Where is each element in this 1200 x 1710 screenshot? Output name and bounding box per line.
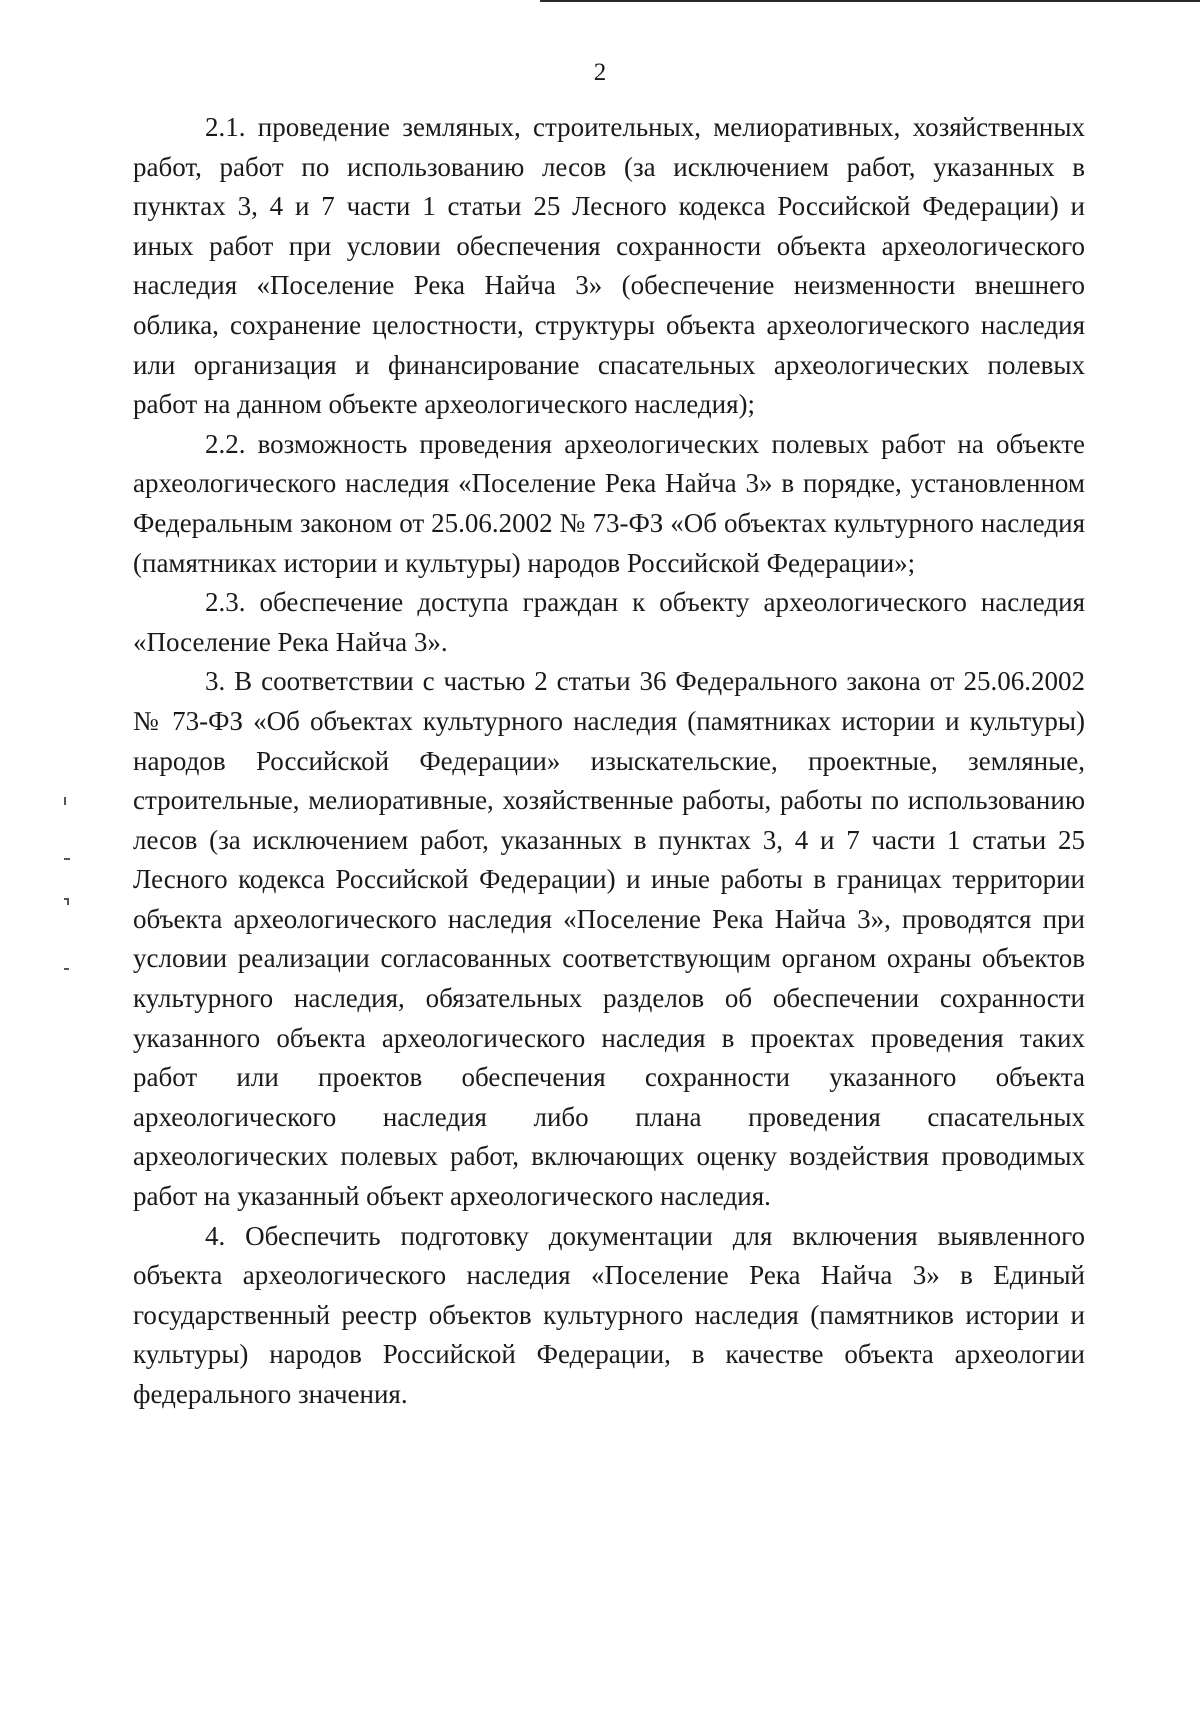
top-border-line bbox=[540, 0, 1200, 2]
paragraph-2-3: 2.3. обеспечение доступа граждан к объекту археологического наследия «Поселение Река Найча 3». bbox=[133, 587, 1085, 657]
document-body bbox=[133, 108, 1085, 1415]
paragraph-2-2: 2.2. возможность проведения археологических полевых работ на объекте археологического наследия «Поселение Река Найча 3» в порядке, установленном Федеральным законом от 25.06.2002 № 73-ФЗ «Об объектах культурного наследия (памятниках истории и культуры) народов Российской Федерации»; bbox=[133, 428, 1085, 578]
paragraph-2-1: 2.1. проведение земляных, строительных, мелиоративных, хозяйственных работ, работ по использованию лесов (за исключением работ, указанных в пунктах 3, 4 и 7 части 1 статьи 25 Лесного кодекса Российской Федерации) и иных работ при условии обеспечения сохранности объекта археологического наследия «Поселение Река Найча 3» (обеспечение неизменности внешнего облика, сохранение целостности, структуры объекта археологического наследия или организация и финансирование спасательных археологических полевых работ на данном объекте археологического наследия); bbox=[133, 112, 1085, 420]
scan-speck bbox=[64, 968, 69, 970]
paragraph-3: 3. В соответствии с частью 2 статьи 36 Федерального закона от 25.06.2002 № 73-ФЗ «Об объектах культурного наследия (памятниках истории и культуры) народов Российской Федерации» изыскательские, проектные, земляные, строительные, мелиоративные, хозяйственные работы, работы по использованию лесов (за исключением работ, указанных в пунктах 3, 4 и 7 части 1 статьи 25 Лесного кодекса Российской Федерации) и иные работы в границах территории объекта археологического наследия «Поселение Река Найча 3», проводятся при условии реализации согласованных соответствующим органом охраны объектов культурного наследия, обязательных разделов об обеспечении сохранности указанного объекта археологического наследия в проектах проведения таких работ или проектов обеспечения сохранности указанного объекта археологического наследия либо плана проведения спасательных археологических полевых работ, включающих оценку воздействия проводимых работ на указанный объект археологического наследия. bbox=[133, 666, 1085, 1212]
scan-speck bbox=[67, 898, 69, 905]
scan-speck bbox=[64, 797, 66, 805]
page-number: 2 bbox=[593, 59, 607, 86]
paragraph-4: 4. Обеспечить подготовку документации для включения выявленного объекта археологического наследия «Поселение Река Найча 3» в Единый государственный реестр объектов культурного наследия (памятников истории и культуры) народов Российской Федерации, в качестве объекта археологии федерального значения. bbox=[133, 1220, 1085, 1409]
scan-speck bbox=[64, 858, 70, 860]
